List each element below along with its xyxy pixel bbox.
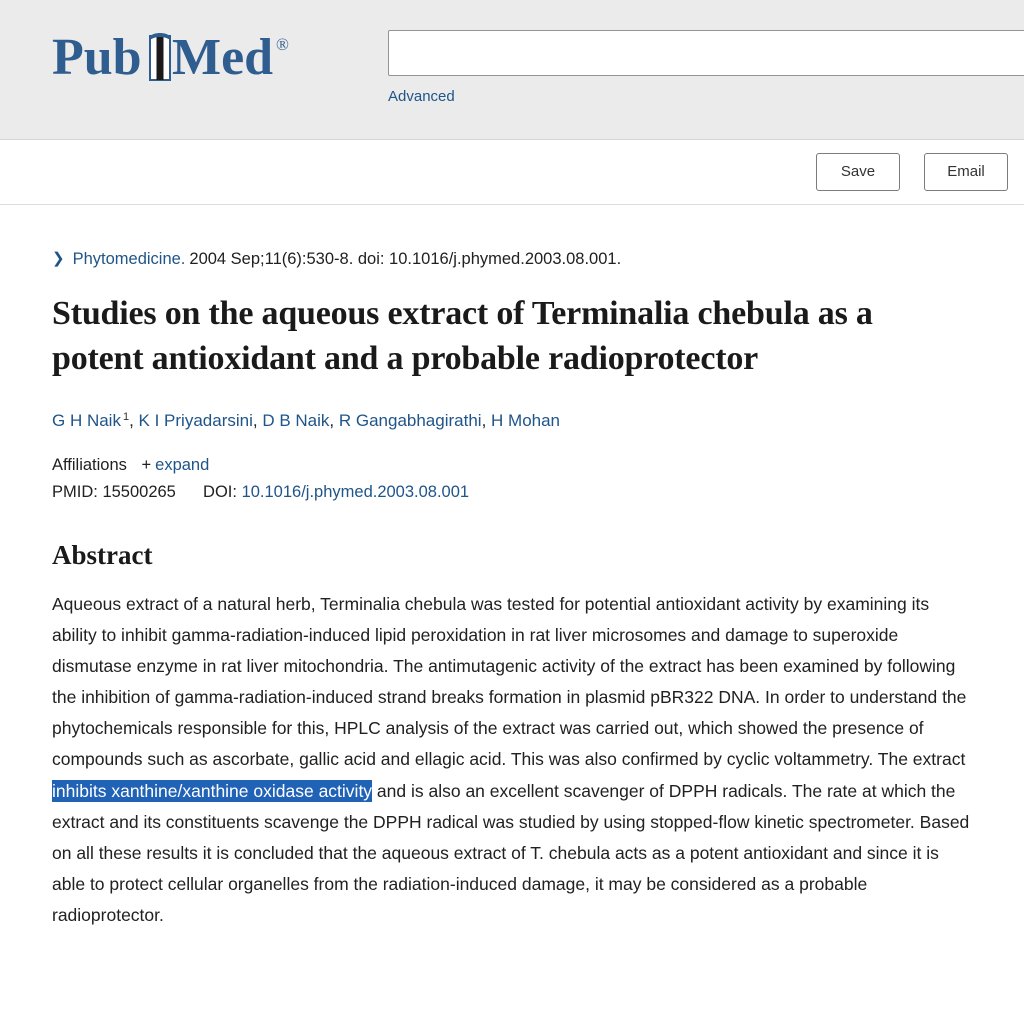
author-link[interactable]: H Mohan [491,411,561,431]
action-bar [0,140,1024,205]
chevron-right-icon[interactable]: ❯ [52,250,65,267]
doi-link[interactable]: 10.1016/j.phymed.2003.08.001 [241,482,470,501]
abstract-heading: Abstract [52,539,153,570]
site-header [0,0,1024,140]
citation-line [52,249,972,270]
identifiers-row [52,483,972,502]
page-title: Studies on the aqueous extract of Terminalia chebula as a potent antioxidant and a probable radioprotector [52,295,873,378]
author-link[interactable]: D B Naik [262,411,330,431]
pmid-value: 15500265 [102,482,176,501]
article-container [0,205,1024,931]
svg-text:Pub: Pub [52,29,142,86]
author-list: G H Naik $^1$, K I Priyadarsini, D B Naik, R Gangabhagirathi, H Mohan [52,410,561,431]
citation-details: 2004 Sep;11(6):530-8. doi: 10.1016/j.phymed.2003.08.001. [189,250,622,268]
svg-text:Med: Med [172,29,274,86]
svg-text:®: ® [276,35,289,54]
search-input[interactable] [388,30,1024,76]
author-link[interactable]: R Gangabhagirathi [338,411,482,431]
search-bar [388,30,1024,76]
email-button[interactable]: Email [924,153,1008,191]
author-affiliation-marker[interactable]: 1 [122,410,130,423]
abstract-text [52,589,972,932]
advanced-search-link[interactable]: Advanced [388,88,455,105]
abstract-selected-text[interactable]: inhibits xanthine/xanthine oxidase activity [52,780,373,801]
author-link[interactable]: K I Priyadarsini [138,411,253,431]
journal-link[interactable]: Phytomedicine. [72,250,186,268]
author-link[interactable]: G H Naik [52,411,121,431]
doi-label: DOI: [203,482,237,501]
plus-icon: + [141,455,152,474]
save-button[interactable]: Save [816,153,900,191]
abstract-part-before: Aqueous extract of a natural herb, Terminalia chebula was tested for potential antioxidant activity by examining its ability to inhibit gamma-radiation-induced lipid peroxidation in rat liver microsomes and damage to superoxide dismutase enzyme in rat liver mitochondria. The antimutagenic activity of the extract has been examined by following the inhibition of gamma-radiation-induced strand breaks formation in plasmid pBR322 DNA. In order to understand the phytochemicals responsible for this, HPLC analysis of the extract was carried out, which showed the presence of compounds such as ascorbate, gallic acid and ellagic acid. This was also confirmed by cyclic voltammetry. The extract [52,593,967,770]
expand-label: expand [155,455,210,474]
pubmed-logo[interactable] [52,28,302,88]
affiliations-row [52,456,972,475]
abstract-part-after: and is also an excellent scavenger of DPPH radicals. The rate at which the extract and its constituents scavenge the DPPH radical was studied by using stopped-flow kinetic spectrometer. Based on all these results it is concluded that the aqueous extract of T. chebula acts as a potent antioxidant and since it is able to protect cellular organelles from the radiation-induced damage, it may be considered as a probable radioprotector. [52,780,970,926]
affiliations-label: Affiliations [52,455,127,474]
expand-affiliations-button[interactable] [142,456,210,474]
pmid-label: PMID: [52,482,98,501]
